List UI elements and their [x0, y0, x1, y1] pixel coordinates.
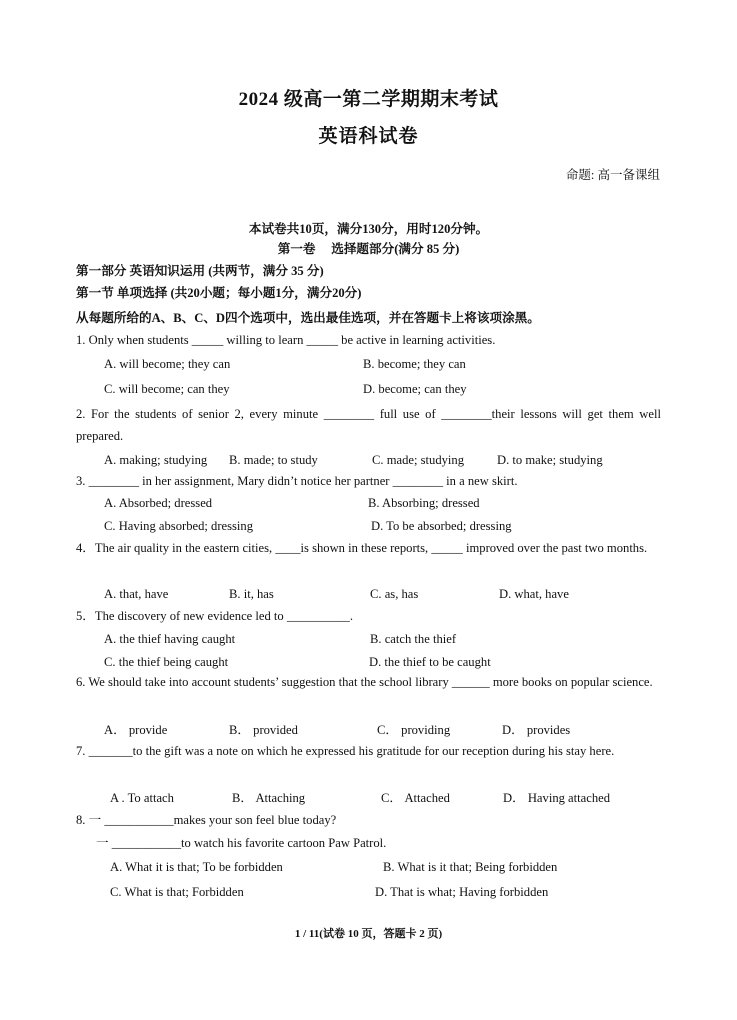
option-d: D. To be absorbed; dressing — [371, 519, 512, 533]
option-b: B. Absorbing; dressed — [368, 496, 480, 510]
question-stem: 1. Only when students _____ willing to learn _____ be active in learning activities. — [76, 333, 496, 347]
option-b: B. become; they can — [363, 357, 466, 371]
exam-title: 2024 级高一第二学期期末考试 — [238, 89, 499, 110]
section-heading: 第一节 单项选择 (共20小题；每小题1分，满分20分) — [76, 286, 362, 300]
question-stem: 2. For the students of senior 2, every minute ________ full use of ________their lessons will get them well prepared. — [76, 407, 661, 443]
part-heading: 第一部分 英语知识运用 (共两节，满分 35 分) — [76, 264, 324, 278]
option-c: C. as, has — [370, 587, 419, 601]
option-c: C. What is that; Forbidden — [110, 885, 244, 899]
option-d: D． provides — [502, 723, 571, 737]
author-line: 命题: 高一备课组 — [565, 168, 660, 182]
instruction: 从每题所给的A、B、C、D四个选项中，选出最佳选项，并在答题卡上将该项涂黑。 — [76, 311, 540, 325]
question-stem-reply: 一 ___________to watch his favorite cartoon Paw Patrol. — [96, 836, 387, 850]
page-footer: 1 / 11(试卷 10 页，答题卡 2 页) — [294, 928, 443, 940]
option-d: D. the thief to be caught — [369, 655, 491, 669]
option-a: A . To attach — [110, 791, 174, 805]
option-b: B. catch the thief — [370, 632, 457, 646]
option-d: D. what, have — [499, 587, 569, 601]
question-stem: 5．The discovery of new evidence led to __________. — [76, 609, 353, 623]
option-a: A. What it is that; To be forbidden — [110, 860, 283, 874]
option-a: A． provide — [104, 723, 168, 737]
option-a: A. making; studying — [104, 453, 208, 467]
question-stem: 4．The air quality in the eastern cities, ____is shown in these reports, _____ improved over the past two months. — [76, 541, 648, 555]
option-b: B. made; to study — [229, 453, 318, 467]
question-stem: 3. ________ in her assignment, Mary didn’t notice her partner ________ in a new skirt. — [76, 474, 518, 488]
option-b: B． Attaching — [232, 791, 306, 805]
question-stem: 6. We should take into account students’ suggestion that the school library ______ more books on popular science. — [76, 675, 653, 689]
option-a: A. that, have — [104, 587, 169, 601]
option-d: D. to make; studying — [497, 453, 603, 467]
option-a: A. will become; they can — [104, 357, 231, 371]
option-c: C. will become; can they — [104, 382, 230, 396]
option-a: A. the thief having caught — [104, 632, 236, 646]
question-stem: 8. 一 ___________makes your son feel blue today? — [76, 813, 337, 827]
option-c: C. the thief being caught — [104, 655, 229, 669]
option-d: D. become; can they — [363, 382, 467, 396]
question-stem: 7. _______to the gift was a note on which he expressed his gratitude for our reception during his stay here. — [76, 744, 615, 758]
option-d: D. That is what; Having forbidden — [375, 885, 549, 899]
option-d: D． Having attached — [503, 791, 611, 805]
option-b: B. What is it that; Being forbidden — [383, 860, 558, 874]
exam-info: 本试卷共10页，满分130分，用时120分钟。 — [248, 222, 489, 236]
option-c: C. Having absorbed; dressing — [104, 519, 254, 533]
option-c: C. made; studying — [372, 453, 464, 467]
volume-heading: 第一卷 选择题部分(满分 85 分) — [277, 242, 460, 256]
option-a: A. Absorbed; dressed — [104, 496, 213, 510]
option-b: B. it, has — [229, 587, 274, 601]
option-b: B． provided — [229, 723, 298, 737]
option-c: C． providing — [377, 723, 451, 737]
option-c: C． Attached — [381, 791, 450, 805]
exam-subtitle: 英语科试卷 — [318, 126, 419, 147]
